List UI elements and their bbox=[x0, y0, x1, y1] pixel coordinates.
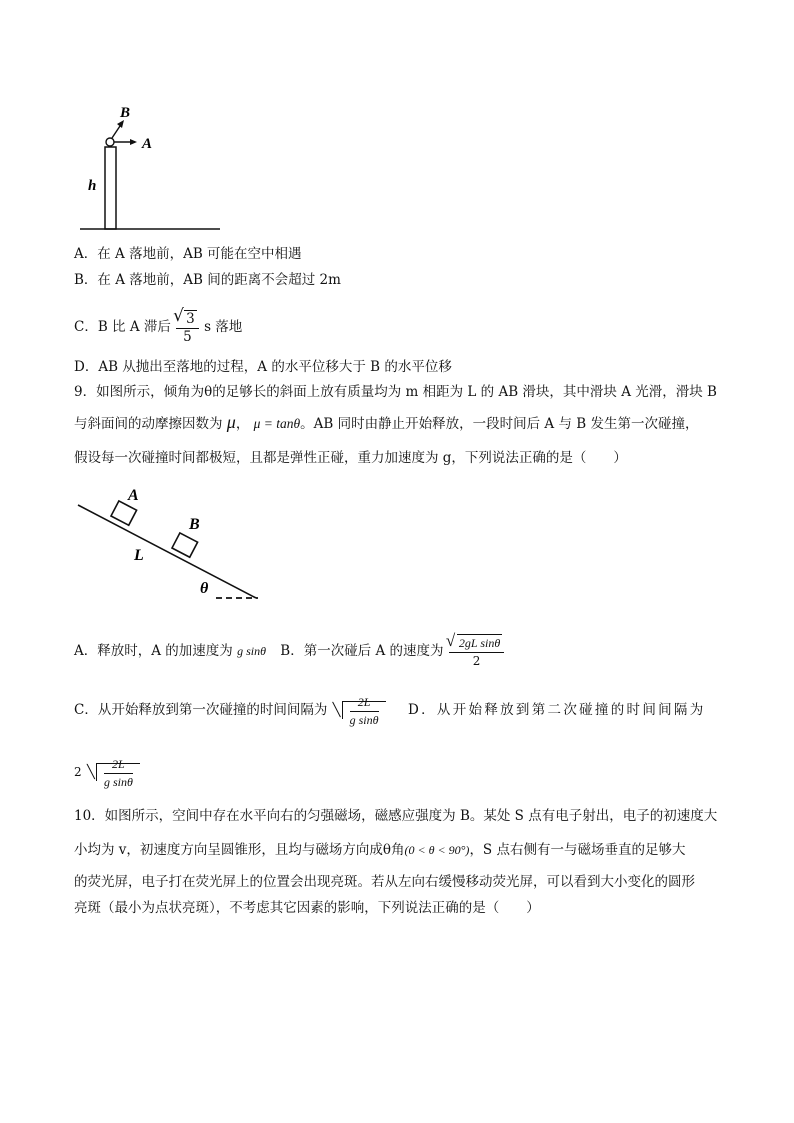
q10-line2-post: ，S 点右侧有一与磁场垂直的足够大 bbox=[469, 842, 686, 858]
q9-options-ab bbox=[74, 625, 505, 677]
q9-option-b-den: 2 bbox=[472, 653, 481, 668]
label-block-a: A bbox=[128, 487, 139, 504]
q8-option-c-fraction bbox=[176, 310, 199, 346]
launch-point bbox=[106, 138, 114, 146]
mu-symbol: μ bbox=[226, 412, 236, 432]
block-b bbox=[172, 533, 198, 557]
q8-option-d: D．AB 从抛出至落地的过程，A 的水平位移大于 B 的水平位移 bbox=[74, 359, 452, 375]
label-a: A bbox=[142, 136, 153, 152]
q9-stem-line2-post: 。AB 同时由静止开始释放，一段时间后 A 与 B 发生第一次碰撞， bbox=[300, 416, 699, 432]
incline-surface bbox=[78, 505, 256, 598]
label-block-b: B bbox=[189, 516, 200, 533]
label-h: h bbox=[88, 178, 97, 194]
q10-line2 bbox=[74, 840, 685, 860]
q9-option-c-text: C．从开始释放到第一次碰撞的时间间隔为 bbox=[74, 702, 328, 718]
q9-option-d: D．从开始释放到第二次碰撞的时间间隔为 bbox=[408, 702, 706, 718]
q9-option-d-radical: ╲ $\frac{2L}{\text{g sinθ}}$ bbox=[96, 751, 140, 795]
label-distance-l: L bbox=[134, 547, 144, 564]
label-b: B bbox=[120, 105, 131, 121]
q9-option-a-text: A．释放时，A 的加速度为 bbox=[74, 643, 233, 659]
sqrt3: √ 3 bbox=[184, 310, 197, 328]
q9-option-c-radical: ╲ $\frac{2L}{\text{g sinθ}}$ bbox=[342, 689, 386, 733]
label-theta: θ bbox=[200, 580, 209, 597]
q9-option-b-sqrt: √ 2gL sinθ bbox=[457, 634, 502, 652]
q9-option-c-num: 2L bbox=[350, 694, 379, 712]
q10-line2-pre: 小均为 v，初速度方向呈圆锥形，且均与磁场方向成θ角 bbox=[74, 842, 405, 858]
q9-stem-line1: 9．如图所示，倾角为θ的足够长的斜面上放有质量均为 m 相距为 L 的 AB 滑块，其中滑块 A 光滑，滑块 B bbox=[74, 384, 717, 400]
q8-option-c-suffix: s 落地 bbox=[204, 319, 243, 335]
q9-option-b-text: B．第一次碰后 A 的速度为 bbox=[280, 643, 444, 659]
projectile-figure bbox=[80, 95, 230, 235]
mu-equation: μ = tanθ bbox=[253, 416, 301, 431]
q10-angle-condition: (0 < θ < 90°) bbox=[404, 843, 470, 857]
q9-stem-line2: 与斜面间的动摩擦因数为 μ， μ = tanθ。AB 同时由静止开始释放，一段时间后 A 与 B 发生第一次碰撞， bbox=[74, 412, 699, 432]
q10-line3: 的荧光屏，电子打在荧光屏上的位置会出现亮斑。若从左向右缓慢移动荧光屏，可以看到大小变化的圆形 bbox=[74, 874, 695, 890]
q9-option-d-num: 2L bbox=[104, 756, 133, 774]
q9-option-b-fraction bbox=[449, 634, 504, 670]
q8-option-b: B．在 A 落地前，AB 间的距离不会超过 2m bbox=[74, 272, 341, 288]
q9-option-a-expr: g sinθ bbox=[237, 644, 266, 658]
fraction-denominator: 5 bbox=[183, 328, 192, 345]
q9-stem-line3: 假设每一次碰撞时间都极短，且都是弹性正碰，重力加速度为 g，下列说法正确的是（ ） bbox=[74, 450, 627, 466]
block-a bbox=[111, 501, 137, 525]
q8-option-c-prefix: C．B 比 A 滞后 bbox=[74, 319, 171, 335]
q9-option-d-coef: 2 bbox=[74, 765, 82, 779]
q9-option-d-den: g sinθ bbox=[103, 774, 133, 789]
q8-option-a: A．在 A 落地前，AB 可能在空中相遇 bbox=[74, 246, 302, 262]
q9-stem-line2-pre: 与斜面间的动摩擦因数为 bbox=[74, 416, 223, 432]
q10-line4: 亮斑（最小为点状亮斑），不考虑其它因素的影响，下列说法正确的是（ ） bbox=[74, 900, 540, 916]
q9-option-c-den: g sinθ bbox=[349, 712, 379, 727]
q8-option-c bbox=[74, 307, 242, 347]
incline-figure bbox=[76, 480, 276, 605]
pole bbox=[105, 147, 116, 229]
q9-option-c bbox=[74, 688, 386, 732]
q10-line1: 10．如图所示，空间中存在水平向右的匀强磁场，磁感应强度为 B。某处 S 点有电子射出，电子的初速度大 bbox=[74, 808, 718, 824]
q9-option-d-expr bbox=[74, 750, 140, 794]
